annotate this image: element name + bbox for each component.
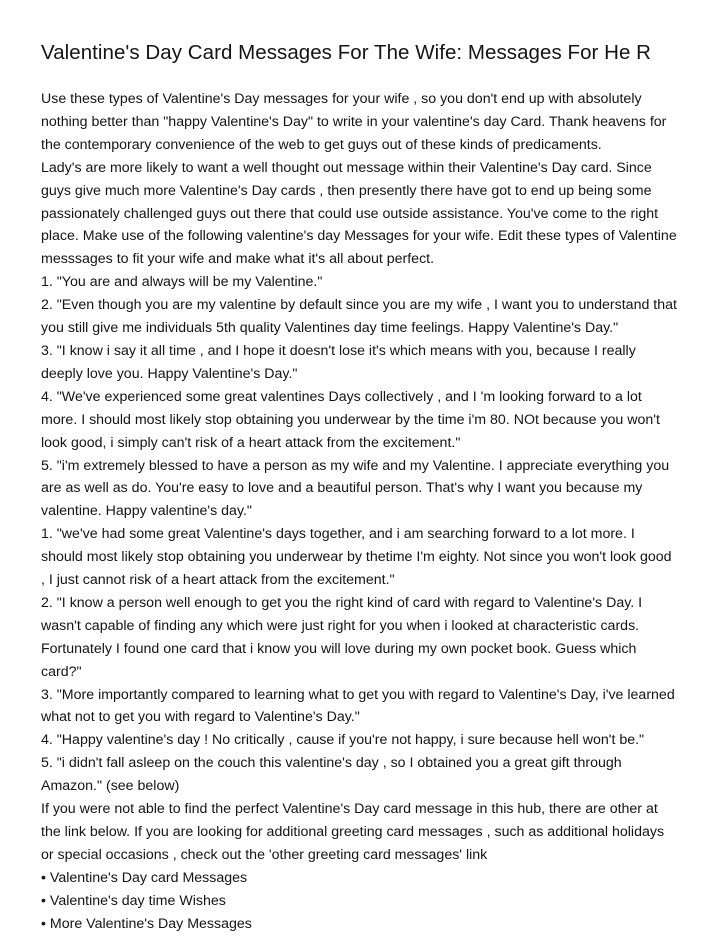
body-line: 3. "I know i say it all time , and I hope it doesn't lose it's which means with you, because I really bbox=[41, 342, 636, 359]
body-line: 2. "Even though you are my valentine by default since you are my wife , I want you to understand that bbox=[41, 297, 677, 314]
body-line: 3. "More importantly compared to learning what to get you with regard to Valentine's Day, i've learned bbox=[41, 686, 675, 703]
body-line: • More Valentine's Day Messages bbox=[41, 915, 252, 932]
body-line: place. Make use of the following valentine's day Messages for your wife. Edit these types of Valentine bbox=[41, 228, 677, 245]
document-page bbox=[41, 38, 691, 936]
body-line: valentine. Happy valentine's day." bbox=[41, 503, 252, 520]
document-body bbox=[41, 88, 691, 936]
body-line: If you were not able to find the perfect Valentine's Day card message in this hub, there are other at bbox=[41, 801, 658, 818]
body-line: nothing better than "happy Valentine's Day" to write in your valentine's day Card. Thank heavens for bbox=[41, 113, 667, 130]
body-line: or special occasions , check out the 'other greeting card messages' link bbox=[41, 846, 488, 863]
body-line: wasn't capable of finding any which were just right for you when i looked at characteristic cards. bbox=[41, 617, 640, 634]
body-line: 5. "i didn't fall asleep on the couch this valentine's day , so I obtained you a great gift through bbox=[41, 755, 622, 772]
body-line: Fortunately I found one card that i know you will love during my own pocket book. Guess which bbox=[41, 640, 637, 657]
body-line: are as well as do. You're easy to love and a beautiful person. That's why I want you because my bbox=[41, 480, 643, 497]
body-line: the contemporary convenience of the web to get guys out of these kinds of predicaments. bbox=[41, 136, 602, 153]
body-line: Use these types of Valentine's Day messages for your wife , so you don't end up with absolutely bbox=[41, 91, 642, 107]
body-line: guys give much more Valentine's Day cards , then presently there have got to end up being some bbox=[41, 182, 652, 199]
body-line: look good, i simply can't risk of a heart attack from the excitement." bbox=[41, 434, 461, 451]
body-line: 4. "We've experienced some great valentines Days collectively , and I 'm looking forward to a lot bbox=[41, 388, 642, 405]
body-line: 2. "I know a person well enough to get you the right kind of card with regard to Valentine's Day. I bbox=[41, 594, 643, 611]
body-line: 1. "we've had some great Valentine's days together, and i am searching forward to a lot more. I bbox=[41, 526, 635, 543]
body-line: passionately challenged guys out there that could use outside assistance. You've come to the right bbox=[41, 205, 659, 222]
body-line: Lady's are more likely to want a well thought out message within their Valentine's Day card. Since bbox=[41, 159, 652, 176]
body-line: 4. "Happy valentine's day ! No critically , cause if you're not happy, i sure because hell won't be." bbox=[41, 732, 645, 749]
body-line: the link below. If you are looking for additional greeting card messages , such as additional holidays bbox=[41, 824, 665, 840]
body-line: messsages to fit your wife and make what it's all about perfect. bbox=[41, 251, 435, 268]
body-line: 1. "You are and always will be my Valentine." bbox=[41, 274, 323, 291]
body-line: should most likely stop obtaining you underwear by thetime I'm eighty. Not since you won't look good bbox=[41, 549, 672, 566]
body-line: deeply love you. Happy Valentine's Day." bbox=[41, 365, 298, 382]
body-line: • Valentine's day time Wishes bbox=[41, 892, 226, 909]
body-line: card?" bbox=[41, 663, 82, 680]
body-line: more. I should most likely stop obtaining you underwear by the time i'm 80. NOt because you won't bbox=[41, 411, 660, 428]
body-line: • Valentine's Day card Messages bbox=[41, 869, 248, 886]
body-line: what not to get you with regard to Valentine's Day." bbox=[41, 709, 360, 726]
body-line: Amazon." (see below) bbox=[41, 778, 180, 795]
body-line: , I just cannot risk of a heart attack from the excitement." bbox=[41, 572, 395, 589]
document-title: Valentine's Day Card Messages For The Wife: Messages For He R bbox=[41, 41, 652, 64]
body-line: 5. "i'm extremely blessed to have a person as my wife and my Valentine. I appreciate everything you bbox=[41, 457, 670, 474]
body-line: you still give me individuals 5th quality Valentines day time feelings. Happy Valentine's Day." bbox=[41, 320, 619, 337]
